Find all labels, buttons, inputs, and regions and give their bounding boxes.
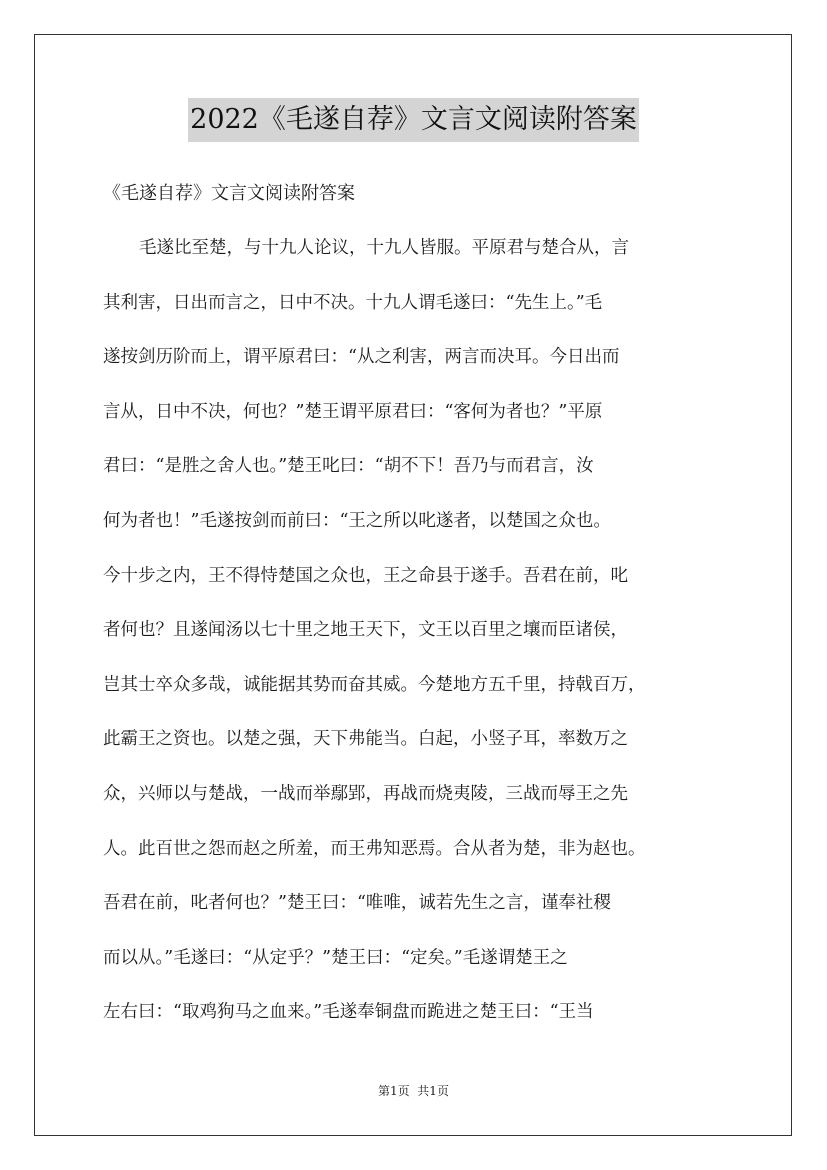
article-body bbox=[103, 232, 743, 1051]
article-line: 君曰：“是胜之舍人也。”楚王叱曰：“胡不下！吾乃与而君言，汝 bbox=[103, 456, 594, 477]
article-line: 其利害，日出而言之，日中不决。十九人谓毛遂曰：“先生上。”毛 bbox=[103, 292, 603, 313]
article-line: 者何也？且遂闻汤以七十里之地王天下，文王以百里之壤而臣诸侯， bbox=[103, 620, 628, 641]
document-subtitle: 《毛遂自荐》文言文阅读附答案 bbox=[103, 183, 355, 204]
article-line: 今十步之内，王不得恃楚国之众也，王之命县于遂手。吾君在前，叱 bbox=[103, 565, 628, 586]
article-line: 人。此百世之怨而赵之所羞，而王弗知恶焉。合从者为楚，非为赵也。 bbox=[103, 838, 646, 859]
document-title bbox=[0, 98, 827, 142]
article-line: 岂其士卒众多哉，诚能据其势而奋其威。今楚地方五千里，持戟百万， bbox=[103, 674, 646, 695]
article-line: 遂按剑历阶而上，谓平原君曰：“从之利害，两言而决耳。今日出而 bbox=[103, 347, 620, 368]
article-line: 而以从。”毛遂曰：“从定乎？”楚王曰：“定矣。”毛遂谓楚王之 bbox=[103, 947, 568, 968]
article-line: 言从，日中不决，何也？”楚王谓平原君曰：“客何为者也？”平原 bbox=[103, 401, 603, 422]
article-line: 众，兴师以与楚战，一战而举鄢郢，再战而烧夷陵，三战而辱王之先 bbox=[103, 783, 628, 804]
article-line: 左右曰：“取鸡狗马之血来。”毛遂奉铜盘而跪进之楚王曰：“王当 bbox=[103, 1002, 594, 1023]
page-footer bbox=[0, 1082, 827, 1100]
article-line: 此霸王之资也。以楚之强，天下弗能当。白起，小竖子耳，率数万之 bbox=[103, 729, 628, 750]
page-indicator: 第1页 共1页 bbox=[378, 1084, 449, 1098]
article-line: 毛遂比至楚，与十九人论议，十九人皆服。平原君与楚合从，言 bbox=[139, 238, 629, 258]
article-line: 何为者也！”毛遂按剑而前曰：“王之所以叱遂者，以楚国之众也。 bbox=[103, 510, 611, 531]
document-title-text: 2022《毛遂自荐》文言文阅读附答案 bbox=[188, 98, 639, 142]
article-line: 吾君在前，叱者何也？”楚王曰：“唯唯，诚若先生之言，谨奉社稷 bbox=[103, 893, 611, 914]
